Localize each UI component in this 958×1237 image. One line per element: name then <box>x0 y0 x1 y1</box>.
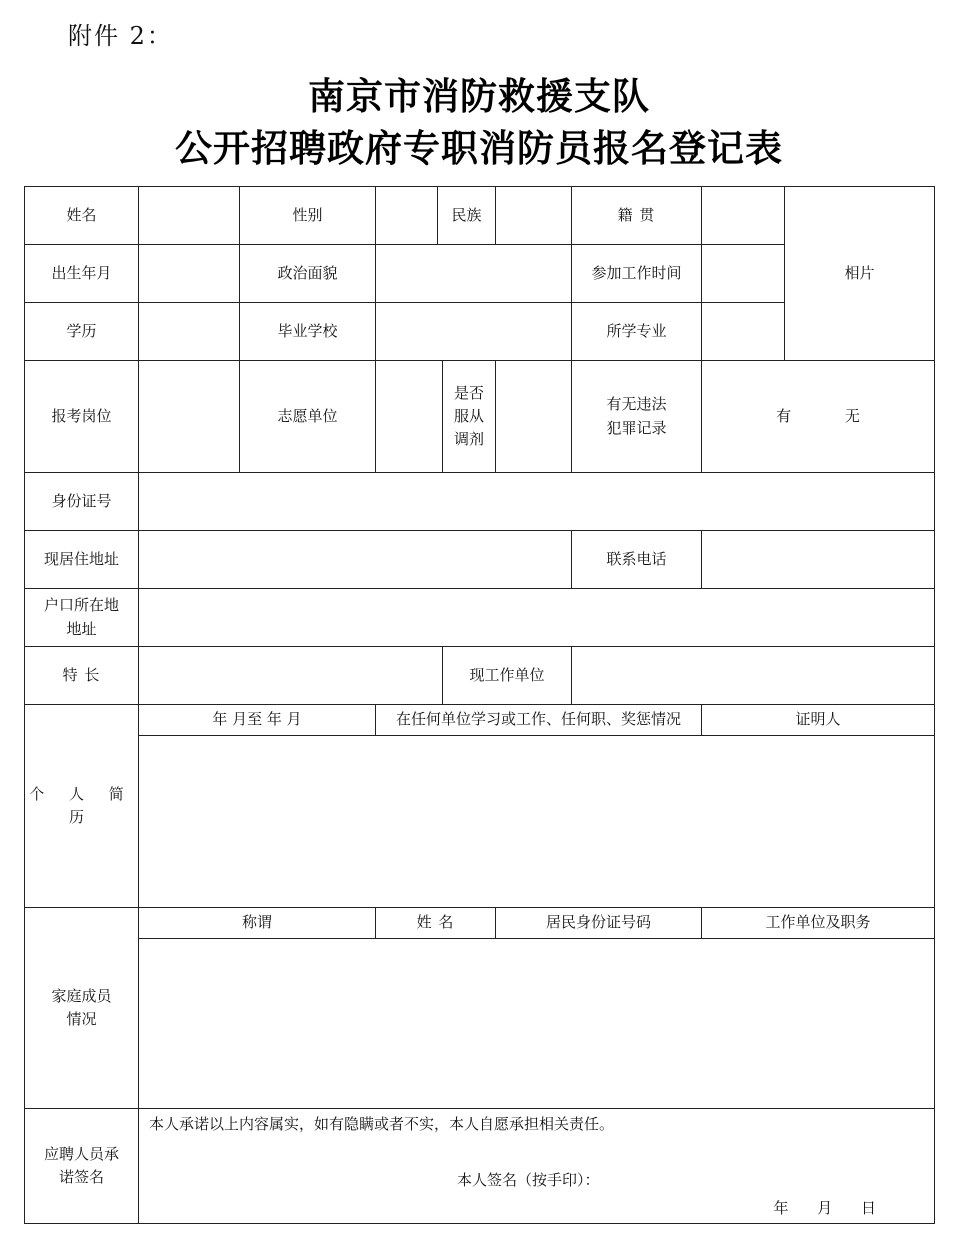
label-resume: 个 人 简 历 <box>25 705 139 908</box>
field-gender[interactable] <box>376 187 438 245</box>
photo-area[interactable] <box>785 187 935 361</box>
col-resume-witness: 证明人 <box>702 705 935 736</box>
label-hukou-1: 户口所在地 <box>43 596 119 615</box>
label-record-1: 有无违法 <box>606 395 667 414</box>
label-name: 姓名 <box>25 187 139 245</box>
label-gender: 性别 <box>240 187 376 245</box>
label-specialty: 特 长 <box>25 647 139 705</box>
col-family-name: 姓 名 <box>376 908 496 939</box>
col-resume-detail: 在任何单位学习或工作、任何职、奖惩情况 <box>376 705 702 736</box>
field-resume[interactable] <box>139 736 935 908</box>
label-work-start: 参加工作时间 <box>572 245 702 303</box>
label-major: 所学专业 <box>572 303 702 361</box>
label-commitment-1: 应聘人员承 <box>43 1144 119 1163</box>
field-specialty[interactable] <box>139 647 443 705</box>
label-family <box>25 908 139 1109</box>
field-native-place[interactable] <box>702 187 785 245</box>
field-current-unit[interactable] <box>572 647 935 705</box>
field-work-start[interactable] <box>702 245 785 303</box>
label-hukou <box>25 589 139 647</box>
label-phone: 联系电话 <box>572 531 702 589</box>
field-phone[interactable] <box>702 531 935 589</box>
label-position: 报考岗位 <box>25 361 139 473</box>
label-commitment <box>25 1109 139 1224</box>
label-political: 政治面貌 <box>240 245 376 303</box>
label-record <box>572 361 702 473</box>
label-current-unit: 现工作单位 <box>443 647 572 705</box>
field-school[interactable] <box>376 303 572 361</box>
label-hukou-2: 地址 <box>66 619 97 638</box>
label-family-2: 情况 <box>66 1010 97 1028</box>
field-obey[interactable] <box>496 361 572 473</box>
field-record[interactable] <box>702 361 935 473</box>
label-education: 学历 <box>25 303 139 361</box>
label-family-1: 家庭成员 <box>51 986 112 1005</box>
option-record-no[interactable]: 无 <box>844 406 860 425</box>
field-unit[interactable] <box>376 361 443 473</box>
field-position[interactable] <box>139 361 240 473</box>
label-school: 毕业学校 <box>240 303 376 361</box>
label-birth: 出生年月 <box>25 245 139 303</box>
col-family-work: 工作单位及职务 <box>702 908 935 939</box>
label-record-2: 犯罪记录 <box>606 418 667 437</box>
signature-date: 年 月 日 <box>773 1199 889 1217</box>
label-obey-1: 是否 <box>454 383 485 402</box>
label-id-number: 身份证号 <box>25 473 139 531</box>
attachment-label: 附件 2： <box>68 22 173 50</box>
label-commitment-2: 诺签名 <box>58 1168 104 1186</box>
label-obey-2: 服从 <box>454 406 485 425</box>
field-birth[interactable] <box>139 245 240 303</box>
label-unit: 志愿单位 <box>240 361 376 473</box>
label-obey-3: 调剂 <box>454 430 485 449</box>
field-education[interactable] <box>139 303 240 361</box>
col-family-relation: 称谓 <box>139 908 376 939</box>
signature-label: 本人签名（按手印）： <box>457 1171 600 1189</box>
title-line-2: 公开招聘政府专职消防员报名登记表 <box>175 126 783 170</box>
field-family[interactable] <box>139 939 935 1109</box>
field-address[interactable] <box>139 531 572 589</box>
commitment-area[interactable] <box>139 1109 935 1224</box>
label-obey <box>443 361 496 473</box>
field-political[interactable] <box>376 245 572 303</box>
title-line-1: 南京市消防救援支队 <box>308 74 650 118</box>
field-name[interactable] <box>139 187 240 245</box>
field-major[interactable] <box>702 303 785 361</box>
label-native-place: 籍 贯 <box>572 187 702 245</box>
col-family-id: 居民身份证号码 <box>496 908 702 939</box>
registration-form <box>24 186 935 1224</box>
field-ethnicity[interactable] <box>496 187 572 245</box>
col-resume-period: 年 月至 年 月 <box>139 705 376 736</box>
field-hukou[interactable] <box>139 589 935 647</box>
option-record-yes[interactable]: 有 <box>776 406 792 425</box>
label-address: 现居住地址 <box>25 531 139 589</box>
label-ethnicity: 民族 <box>438 187 496 245</box>
field-id-number[interactable] <box>139 473 935 531</box>
commitment-pledge: 本人承诺以上内容属实，如有隐瞒或者不实，本人自愿承担相关责任。 <box>149 1115 615 1133</box>
label-photo: 相片 <box>844 263 875 282</box>
